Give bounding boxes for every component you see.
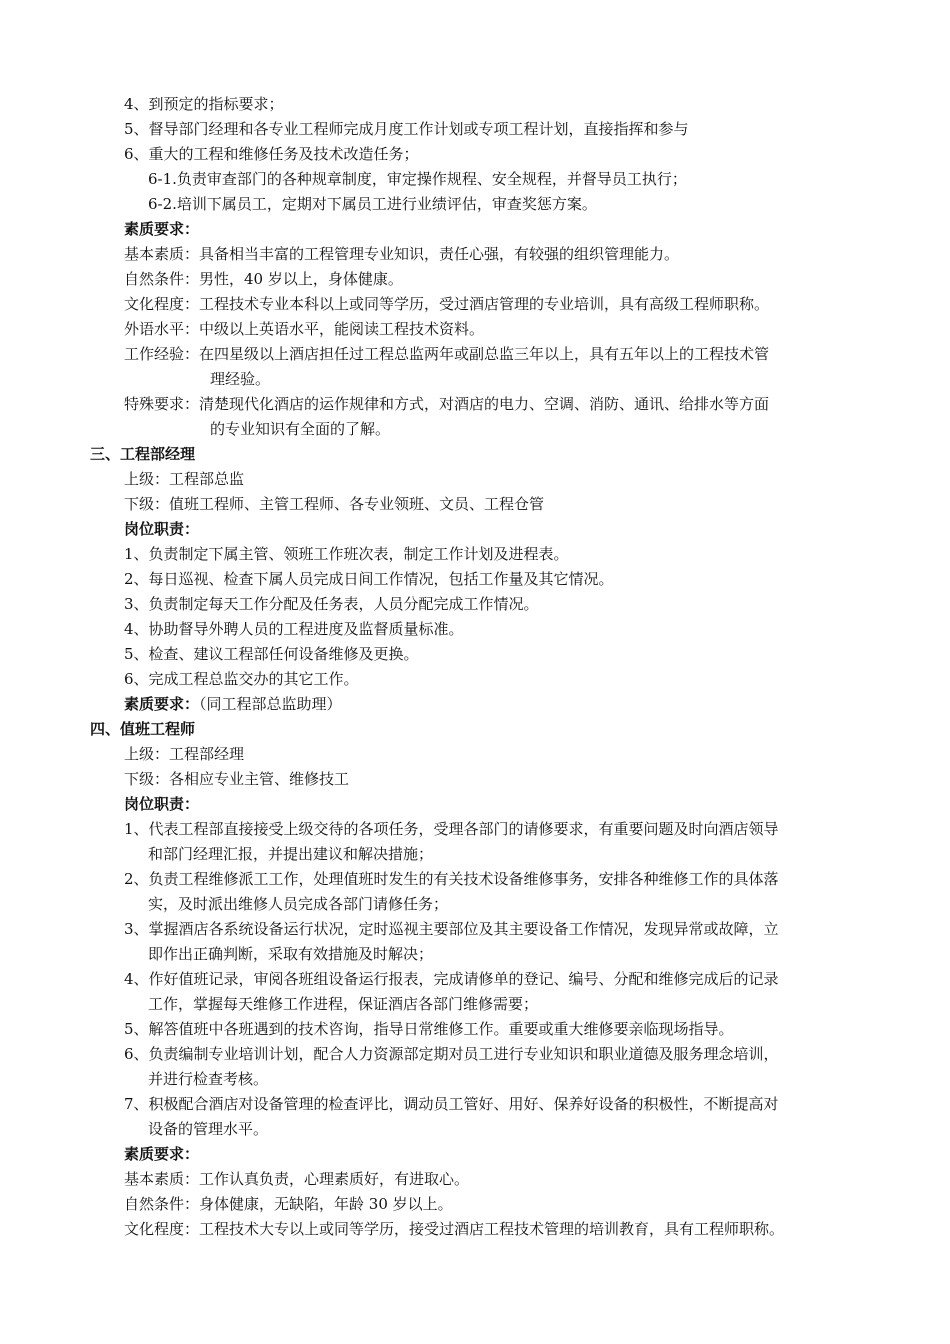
duty-heading: 岗位职责： bbox=[124, 520, 200, 538]
quality-label: 文化程度： bbox=[124, 295, 200, 313]
quality-heading: 素质要求： bbox=[124, 220, 200, 238]
duty-item-continued: 实，及时派出维修人员完成各部门请修任务； bbox=[148, 895, 449, 913]
duty-subitem: 6-2.培训下属员工，定期对下属员工进行业绩评估，审查奖惩方案。 bbox=[148, 195, 597, 213]
duty-item: 6、负责编制专业培训计划，配合人力资源部定期对员工进行专业知识和职业道德及服务理念培训， bbox=[124, 1045, 779, 1063]
quality-text: 男性，40 岁以上，身体健康。 bbox=[199, 270, 403, 288]
superior-line: 上级：工程部总监 bbox=[124, 470, 245, 488]
duty-item-continued: 和部门经理汇报，并提出建议和解决措施； bbox=[148, 845, 434, 863]
duty-item: 6、完成工程总监交办的其它工作。 bbox=[124, 670, 359, 688]
quality-item bbox=[0, 267, 950, 292]
duty-item: 5、督导部门经理和各专业工程师完成月度工作计划或专项工程计划，直接指挥和参与 bbox=[124, 120, 689, 138]
duty-subitem: 6-1.负责审查部门的各种规章制度，审定操作规程、安全规程，并督导员工执行； bbox=[148, 170, 687, 188]
duty-item: 5、检查、建议工程部任何设备维修及更换。 bbox=[124, 645, 419, 663]
duty-item-continued: 并进行检查考核。 bbox=[148, 1070, 269, 1088]
duty-item-continued: 设备的管理水平。 bbox=[148, 1120, 269, 1138]
duty-item-continued: 工作，掌握每天维修工作进程，保证酒店各部门维修需要； bbox=[148, 995, 539, 1013]
quality-item bbox=[0, 392, 950, 417]
quality-label: 外语水平： bbox=[124, 320, 200, 338]
quality-heading: 素质要求： bbox=[124, 1145, 200, 1163]
quality-text: 清楚现代化酒店的运作规律和方式，对酒店的电力、空调、消防、通讯、给排水等方面 bbox=[199, 395, 770, 413]
duty-item: 7、积极配合酒店对设备管理的检查评比，调动员工管好、用好、保养好设备的积极性，不断提高对 bbox=[124, 1095, 779, 1113]
quality-label: 特殊要求： bbox=[124, 395, 200, 413]
quality-text: 中级以上英语水平，能阅读工程技术资料。 bbox=[199, 320, 485, 338]
quality-item bbox=[0, 292, 950, 317]
subordinate-line: 下级：各相应专业主管、维修技工 bbox=[124, 770, 350, 788]
quality-item: 基本素质：工作认真负责，心理素质好，有进取心。 bbox=[124, 1170, 470, 1188]
quality-item bbox=[0, 242, 950, 267]
quality-text: 工程技术专业本科以上或同等学历，受过酒店管理的专业培训，具有高级工程师职称。 bbox=[199, 295, 770, 313]
section-heading: 四、值班工程师 bbox=[90, 720, 196, 738]
duty-item: 4、作好值班记录，审阅各班组设备运行报表，完成请修单的登记、编号、分配和维修完成后的记录 bbox=[124, 970, 779, 988]
quality-item: 文化程度：工程技术大专以上或同等学历，接受过酒店工程技术管理的培训教育，具有工程师职称。 bbox=[124, 1220, 785, 1238]
duty-item: 3、掌握酒店各系统设备运行状况，定时巡视主要部位及其主要设备工作情况，发现异常或故障，立 bbox=[124, 920, 779, 938]
superior-line: 上级：工程部经理 bbox=[124, 745, 245, 763]
quality-item bbox=[0, 317, 950, 342]
quality-label: 基本素质： bbox=[124, 245, 200, 263]
quality-note: （同工程部总监助理） bbox=[199, 695, 342, 713]
document-page bbox=[0, 92, 950, 1242]
duty-item: 2、每日巡视、检查下属人员完成日间工作情况，包括工作量及其它情况。 bbox=[124, 570, 614, 588]
quality-text: 在四星级以上酒店担任过工程总监两年或副总监三年以上，具有五年以上的工程技术管 bbox=[199, 345, 770, 363]
duty-heading: 岗位职责： bbox=[124, 795, 200, 813]
duty-item-continued: 即作出正确判断，采取有效措施及时解决； bbox=[148, 945, 434, 963]
duty-item: 1、负责制定下属主管、领班工作班次表，制定工作计划及进程表。 bbox=[124, 545, 569, 563]
quality-text: 具备相当丰富的工程管理专业知识，责任心强，有较强的组织管理能力。 bbox=[199, 245, 680, 263]
subordinate-line: 下级：值班工程师、主管工程师、各专业领班、文员、工程仓管 bbox=[124, 495, 545, 513]
duty-item: 5、解答值班中各班遇到的技术咨询，指导日常维修工作。重要或重大维修要亲临现场指导。 bbox=[124, 1020, 734, 1038]
duty-item: 1、代表工程部直接接受上级交待的各项任务，受理各部门的请修要求，有重要问题及时向酒店领导 bbox=[124, 820, 779, 838]
quality-text-continued: 理经验。 bbox=[210, 370, 271, 388]
quality-line bbox=[0, 692, 950, 717]
duty-item: 4、到预定的指标要求； bbox=[124, 95, 284, 113]
quality-label: 自然条件： bbox=[124, 270, 200, 288]
quality-text-continued: 的专业知识有全面的了解。 bbox=[210, 420, 391, 438]
duty-item: 6、重大的工程和维修任务及技术改造任务； bbox=[124, 145, 419, 163]
quality-heading: 素质要求： bbox=[124, 695, 200, 713]
duty-item: 3、负责制定每天工作分配及任务表，人员分配完成工作情况。 bbox=[124, 595, 539, 613]
quality-item bbox=[0, 342, 950, 367]
duty-item: 4、协助督导外聘人员的工程进度及监督质量标准。 bbox=[124, 620, 464, 638]
quality-label: 工作经验： bbox=[124, 345, 200, 363]
duty-item: 2、负责工程维修派工工作，处理值班时发生的有关技术设备维修事务，安排各种维修工作的具体落 bbox=[124, 870, 779, 888]
quality-item: 自然条件：身体健康，无缺陷，年龄 30 岁以上。 bbox=[124, 1195, 453, 1213]
section-heading: 三、工程部经理 bbox=[90, 445, 196, 463]
